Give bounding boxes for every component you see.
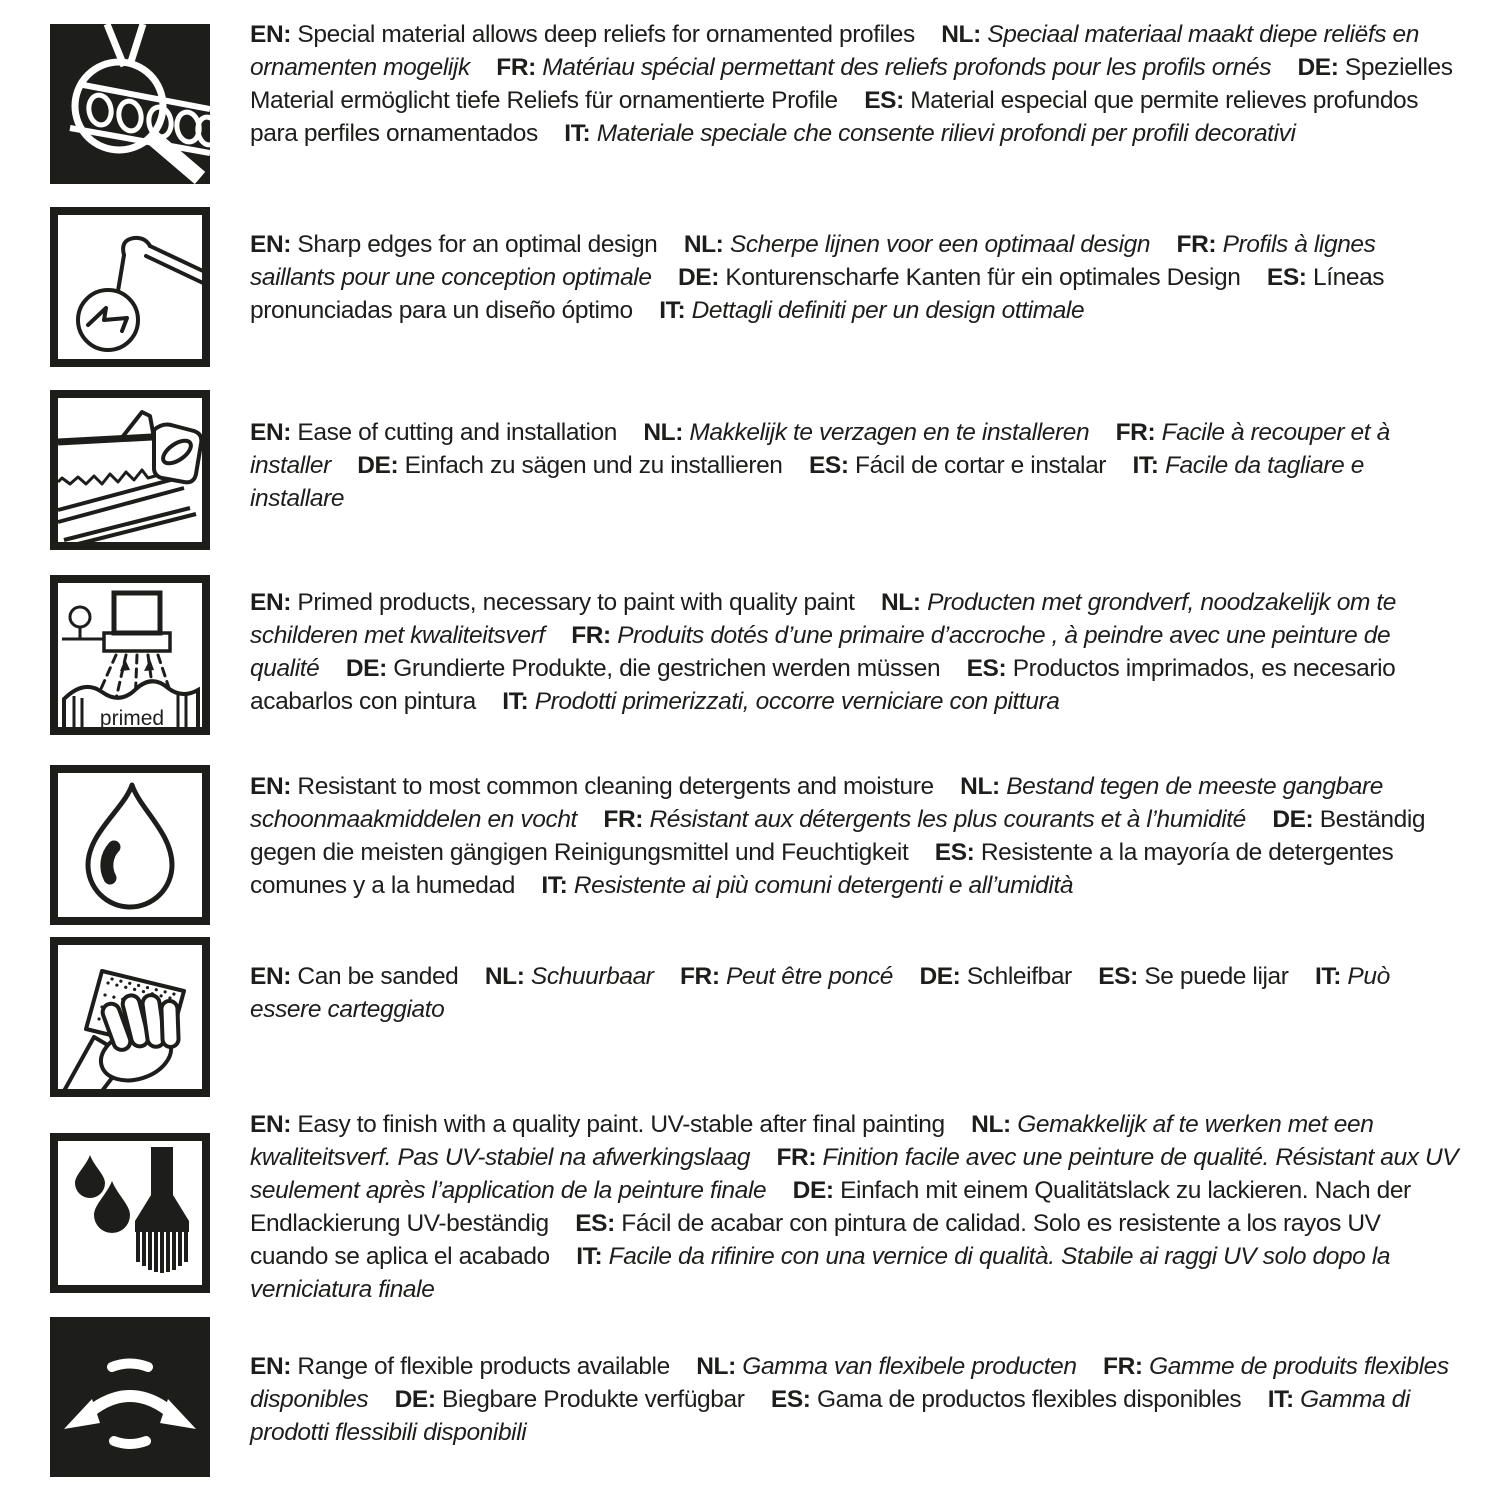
lang-label: DE: (1297, 54, 1339, 81)
lang-label: NL: (941, 21, 981, 48)
lang-text: Può essere carteggiato (250, 963, 1390, 1023)
lang-text: Scherpe lijnen voor een optimaal design (729, 231, 1151, 258)
paint-brush-drops-icon-box (50, 1133, 210, 1293)
lang-label: DE: (792, 1177, 834, 1204)
lang-text: Gamma van flexibele producten (742, 1353, 1077, 1380)
sanding-hand-icon (50, 937, 210, 1097)
lang-label: FR: (776, 1144, 817, 1171)
lang-label: DE: (678, 264, 719, 291)
lang-label: IT: (1314, 963, 1341, 990)
lang-label: DE: (357, 452, 399, 479)
lang-text: Can be sanded (297, 963, 459, 990)
lang-label: IT: (1267, 1386, 1294, 1413)
lang-segment (678, 264, 1241, 291)
lang-text: Facile da tagliare e installare (250, 452, 1364, 512)
lang-text: Special material allows deep reliefs for ornamented profiles (297, 21, 915, 48)
lang-label: EN: (250, 21, 291, 48)
lang-segment (659, 297, 1084, 324)
lang-label: DE: (394, 1386, 436, 1413)
lang-label: NL: (971, 1111, 1011, 1138)
lang-text: Resistente a la mayoría de detergentes comunes y a la humedad (250, 839, 1394, 899)
lang-text: Bestand tegen de meeste gangbare schoonmaakmiddelen en vocht (250, 773, 1383, 833)
lang-text: Materiale speciale che consente rilievi profondi per profili decorativi (596, 120, 1296, 147)
lang-label: NL: (683, 231, 724, 258)
lang-segment (250, 773, 934, 800)
lang-label: DE: (919, 963, 961, 990)
lang-text: Primed products, necessary to paint with quality paint (297, 589, 855, 616)
lang-segment (771, 1386, 1241, 1413)
lang-segment (357, 452, 782, 479)
lang-label: EN: (250, 589, 291, 616)
lang-label: IT: (541, 872, 568, 899)
lang-segment (485, 963, 654, 990)
lang-text: Konturenscharfe Kanten für ein optimales Design (725, 264, 1241, 291)
lang-segment (541, 872, 1073, 899)
lang-segment (250, 1353, 670, 1380)
lang-text: Einfach zu sägen und zu installieren (404, 452, 783, 479)
lang-text: Gama de productos flexibles disponibles (816, 1386, 1242, 1413)
lang-text: Schleifbar (966, 963, 1072, 990)
lang-text: Einfach mit einem Qualitätslack zu lackieren. Nach der Endlackierung UV-beständig (250, 1177, 1411, 1237)
lang-label: IT: (1132, 452, 1159, 479)
feature-text (250, 228, 1462, 327)
lang-label: IT: (502, 688, 529, 715)
lang-segment (603, 806, 1246, 833)
lang-text: Facile à recouper et à installer (250, 419, 1390, 479)
sharp-edges-icon (50, 207, 210, 367)
lang-text: Speciaal materiaal maakt diepe reliëfs en ornamenten mogelijk (250, 21, 1419, 81)
lang-text: Gamme de produits flexibles disponibles (250, 1353, 1449, 1413)
lang-label: DE: (345, 655, 387, 682)
lang-label: ES: (1266, 264, 1307, 291)
feature-text (250, 416, 1462, 515)
lang-segment (684, 231, 1150, 258)
feature-text (250, 586, 1462, 718)
lang-segment (919, 963, 1071, 990)
deep-reliefs-magnifier-icon-box (50, 24, 210, 184)
primer-spray-icon-box (50, 575, 210, 735)
lang-label: ES: (966, 655, 1007, 682)
moisture-drop-icon-box (50, 765, 210, 925)
lang-segment (1098, 963, 1288, 990)
lang-segment (346, 655, 940, 682)
lang-text: Range of flexible products available (297, 1353, 670, 1380)
lang-label: EN: (250, 1353, 291, 1380)
lang-text: Résistant aux détergents les plus courants et à l’humidité (649, 806, 1246, 833)
lang-segment (250, 589, 855, 616)
lang-text: Se puede lijar (1144, 963, 1289, 990)
lang-text: Matériau spécial permettant des reliefs profonds pour les profils ornés (542, 54, 1272, 81)
lang-segment (250, 1111, 945, 1138)
lang-text: Produits dotés d’une primaire d’accroche , à peindre avec une peinture de qualité (250, 622, 1391, 682)
feature-text (250, 1108, 1462, 1306)
lang-text: Gamma di prodotti flessibili disponibili (250, 1386, 1410, 1446)
lang-text: Producten met grondverf, noodzakelijk om te schilderen met kwaliteitsverf (250, 589, 1397, 649)
lang-segment (680, 963, 893, 990)
paint-brush-drops-icon (50, 1133, 210, 1293)
lang-text: Productos imprimados, es necesario acabarlos con pintura (250, 655, 1396, 715)
lang-text: Facile da rifinire con una vernice di qualità. Stabile ai raggi UV solo dopo la verniciatura finale (250, 1243, 1391, 1303)
lang-label: FR: (571, 622, 611, 649)
lang-text: Líneas pronunciadas para un diseño óptimo (250, 264, 1385, 324)
lang-text: Easy to finish with a quality paint. UV-stable after final painting (297, 1111, 945, 1138)
lang-text: Peut être poncé (726, 963, 894, 990)
lang-label: NL: (960, 773, 1000, 800)
lang-label: FR: (679, 963, 720, 990)
lang-label: NL: (881, 589, 921, 616)
feature-text (250, 18, 1462, 150)
lang-label: ES: (1098, 963, 1138, 990)
lang-label: NL: (696, 1353, 736, 1380)
lang-segment (696, 1353, 1076, 1380)
lang-label: FR: (1115, 419, 1156, 446)
lang-text: Schuurbaar (530, 963, 654, 990)
lang-text: Prodotti primerizzati, occorre verniciare con pittura (534, 688, 1060, 715)
primer-spray-icon (50, 575, 210, 735)
flexible-arrows-icon-box (50, 1317, 210, 1477)
lang-label: DE: (1272, 806, 1314, 833)
lang-text: Grundierte Produkte, die gestrichen werden müssen (393, 655, 941, 682)
lang-segment (643, 419, 1089, 446)
lang-label: ES: (575, 1210, 615, 1237)
primed-label: primed (99, 707, 165, 730)
lang-label: ES: (864, 87, 904, 114)
lang-segment (250, 231, 657, 258)
lang-segment (250, 963, 458, 990)
lang-text: Finition facile avec une peinture de qualité. Résistant aux UV seulement après l’application de la peinture finale (250, 1144, 1459, 1204)
lang-label: EN: (250, 231, 291, 258)
lang-label: FR: (1176, 231, 1217, 258)
lang-label: IT: (564, 120, 591, 147)
lang-text: Makkelijk te verzagen en te installeren (689, 419, 1090, 446)
lang-label: EN: (250, 773, 291, 800)
lang-text: Dettagli definiti per un design ottimale (691, 297, 1085, 324)
lang-label: IT: (576, 1243, 603, 1270)
lang-text: Profils à lignes saillants pour une conception optimale (250, 231, 1376, 291)
lang-segment (250, 21, 915, 48)
lang-label: ES: (934, 839, 975, 866)
lang-text: Spezielles Material ermöglicht tiefe Reliefs für ornamentierte Profile (250, 54, 1453, 114)
feature-text (250, 770, 1462, 902)
lang-segment (395, 1386, 745, 1413)
lang-segment (809, 452, 1106, 479)
lang-text: Material especial que permite relieves profundos para perfiles ornamentados (250, 87, 1419, 147)
lang-text: Gemakkelijk af te werken met een kwaliteitsverf. Pas UV-stabiel na afwerkingslaag (250, 1111, 1374, 1171)
lang-text: Ease of cutting and installation (297, 419, 617, 446)
saw-cutting-icon (50, 390, 210, 550)
lang-label: FR: (603, 806, 644, 833)
lang-text: Resistente ai più comuni detergenti e all’umidità (573, 872, 1074, 899)
saw-cutting-icon-box (50, 390, 210, 550)
moisture-drop-icon (50, 765, 210, 925)
lang-label: ES: (808, 452, 849, 479)
lang-segment (496, 54, 1271, 81)
lang-text: Biegbare Produkte verfügbar (442, 1386, 745, 1413)
feature-text (250, 960, 1462, 1026)
lang-text: Sharp edges for an optimal design (297, 231, 658, 258)
feature-text (250, 1350, 1462, 1449)
lang-segment (250, 419, 617, 446)
lang-text: Fácil de acabar con pintura de calidad. Solo es resistente a los rayos UV cuando se aplica el acabado (250, 1210, 1381, 1270)
lang-segment (502, 688, 1059, 715)
sharp-edges-icon-box (50, 207, 210, 367)
lang-text: Resistant to most common cleaning detergents and moisture (297, 773, 934, 800)
deep-reliefs-magnifier-icon (50, 24, 210, 184)
lang-label: NL: (643, 419, 683, 446)
lang-label: NL: (484, 963, 525, 990)
lang-label: FR: (496, 54, 536, 81)
lang-text: Fácil de cortar e instalar (855, 452, 1107, 479)
sanding-hand-icon-box (50, 937, 210, 1097)
lang-segment (564, 120, 1295, 147)
lang-label: ES: (770, 1386, 811, 1413)
lang-label: EN: (250, 963, 291, 990)
flexible-arrows-icon (50, 1317, 210, 1477)
lang-label: FR: (1103, 1353, 1143, 1380)
lang-label: EN: (250, 1111, 291, 1138)
lang-label: IT: (659, 297, 686, 324)
lang-label: EN: (250, 419, 291, 446)
lang-text: Beständig gegen die meisten gängigen Reinigungsmittel und Feuchtigkeit (250, 806, 1426, 866)
